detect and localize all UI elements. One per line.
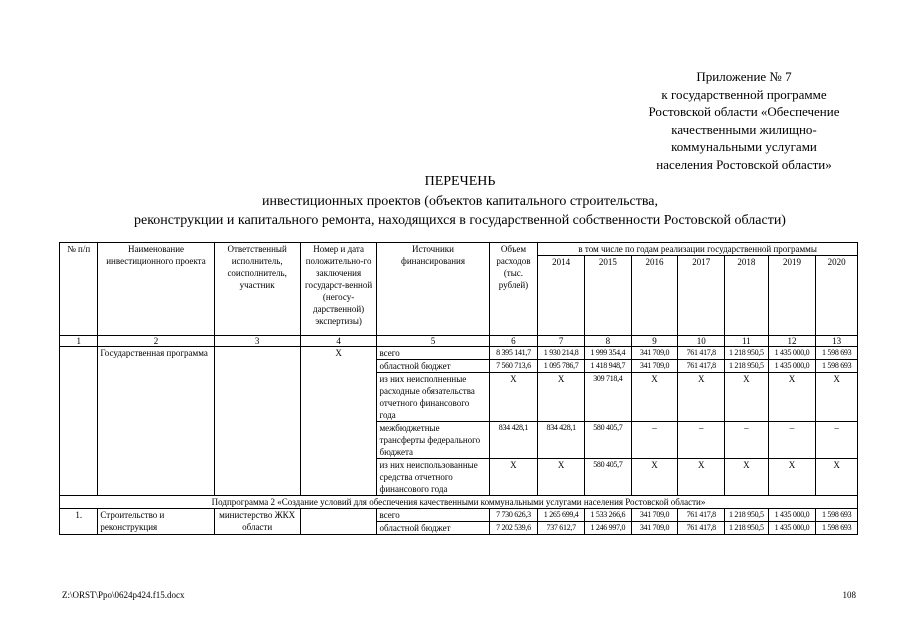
appendix-line: к государственной программе <box>661 86 827 102</box>
column-index: 2 <box>98 336 214 347</box>
source-cell: из них неиспользованные средства отчетного финансового года <box>377 459 489 496</box>
value-cell: 341 709,0 <box>631 360 678 373</box>
value-cell: 1 533 266,6 <box>585 509 632 522</box>
value-cell: 580 405,7 <box>585 459 632 496</box>
value-cell: 7 560 713,6 <box>489 360 538 373</box>
value-cell: 1 435 000,0 <box>768 522 816 535</box>
value-cell: 1 435 000,0 <box>768 347 816 360</box>
value-cell: 309 718,4 <box>585 373 632 422</box>
header-by-years: в том числе по годам реализации государственной программы <box>538 243 858 256</box>
header-num: № п/п <box>60 243 98 336</box>
value-cell: – <box>631 422 678 459</box>
file-path: Z:\ORST\Ppo\0624p424.f15.docx <box>62 590 185 600</box>
source-cell: всего <box>377 347 489 360</box>
column-index: 12 <box>768 336 816 347</box>
source-cell: межбюджетные трансферты федерального бюджета <box>377 422 489 459</box>
column-index: 9 <box>631 336 678 347</box>
value-cell: – <box>678 422 725 459</box>
source-cell: всего <box>377 509 489 522</box>
value-cell: Х <box>768 459 816 496</box>
header-year: 2020 <box>816 256 858 336</box>
investment-projects-table <box>59 242 858 535</box>
value-cell: Х <box>816 373 858 422</box>
value-cell: 1 598 693 <box>816 347 858 360</box>
source-cell: областной бюджет <box>377 360 489 373</box>
appendix-block <box>600 68 888 174</box>
title-heading: ПЕРЕЧЕНЬ <box>424 174 496 189</box>
item-num: 1. <box>60 509 98 535</box>
value-cell: 1 999 354,4 <box>585 347 632 360</box>
item-row <box>60 509 858 522</box>
subprogram-row <box>60 496 858 509</box>
header-year: 2015 <box>585 256 632 336</box>
column-index: 6 <box>489 336 538 347</box>
column-index: 5 <box>377 336 489 347</box>
value-cell: 1 418 948,7 <box>585 360 632 373</box>
header-row <box>60 243 858 256</box>
document-title <box>60 172 860 231</box>
column-index: 3 <box>214 336 300 347</box>
value-cell: Х <box>489 459 538 496</box>
source-cell: областной бюджет <box>377 522 489 535</box>
source-cell: из них неисполненные расходные обязательства отчетного финансового года <box>377 373 489 422</box>
value-cell: 1 435 000,0 <box>768 360 816 373</box>
header-year: 2019 <box>768 256 816 336</box>
value-cell: 1 435 000,0 <box>768 509 816 522</box>
column-index: 11 <box>725 336 769 347</box>
item-responsible: министерство ЖКХ области <box>214 509 300 535</box>
program-num-cell <box>60 347 98 496</box>
title-line: реконструкции и капитального ремонта, находящихся в государственной собственности Ростовской области) <box>134 213 786 228</box>
value-cell: 761 417,8 <box>678 347 725 360</box>
value-cell: 7 730 626,3 <box>489 509 538 522</box>
value-cell: Х <box>538 459 585 496</box>
value-cell: 1 218 950,5 <box>725 360 769 373</box>
program-row <box>60 347 858 360</box>
header-volume: Объем расходов (тыс. рублей) <box>489 243 538 336</box>
item-expertise-cell <box>300 509 377 535</box>
value-cell: 761 417,8 <box>678 360 725 373</box>
value-cell: 1 095 786,7 <box>538 360 585 373</box>
value-cell: 8 395 141,7 <box>489 347 538 360</box>
item-name: Строительство и реконструкция <box>98 509 214 535</box>
value-cell: 834 428,1 <box>538 422 585 459</box>
value-cell: 761 417,8 <box>678 522 725 535</box>
value-cell: 737 612,7 <box>538 522 585 535</box>
value-cell: 341 709,0 <box>631 347 678 360</box>
subprogram-title: Подпрограмма 2 «Создание условий для обеспечения качественными коммунальными услугами населения Ростовской области» <box>60 496 858 509</box>
column-index: 13 <box>816 336 858 347</box>
appendix-line: населения Ростовской области» <box>656 156 832 172</box>
column-index: 1 <box>60 336 98 347</box>
value-cell: 1 265 699,4 <box>538 509 585 522</box>
value-cell: 761 417,8 <box>678 509 725 522</box>
header-year: 2016 <box>631 256 678 336</box>
value-cell: Х <box>489 373 538 422</box>
value-cell: – <box>725 422 769 459</box>
appendix-line: коммунальными услугами <box>671 139 817 155</box>
header-name: Наименование инвестиционного проекта <box>98 243 214 336</box>
value-cell: 1 598 693 <box>816 509 858 522</box>
value-cell: 1 218 950,5 <box>725 509 769 522</box>
value-cell: – <box>816 422 858 459</box>
header-year: 2018 <box>725 256 769 336</box>
column-index: 8 <box>585 336 632 347</box>
appendix-line: Приложение № 7 <box>696 69 792 84</box>
value-cell: 1 218 950,5 <box>725 522 769 535</box>
value-cell: 1 598 693 <box>816 360 858 373</box>
value-cell: Х <box>538 373 585 422</box>
header-year: 2017 <box>678 256 725 336</box>
value-cell: – <box>768 422 816 459</box>
value-cell: 1 598 693 <box>816 522 858 535</box>
program-responsible-cell <box>214 347 300 496</box>
header-responsible: Ответственный исполнитель, соисполнитель, участник <box>214 243 300 336</box>
header-sources: Источники финансирования <box>377 243 489 336</box>
value-cell: 1 246 997,0 <box>585 522 632 535</box>
value-cell: 341 709,0 <box>631 522 678 535</box>
value-cell: Х <box>725 373 769 422</box>
page-number: 108 <box>842 590 856 600</box>
header-expertise: Номер и дата положительно-го заключения государст-венной (негосу-дарственной) экспертизы) <box>300 243 377 336</box>
column-index: 7 <box>538 336 585 347</box>
header-year: 2014 <box>538 256 585 336</box>
value-cell: 1 218 950,5 <box>725 347 769 360</box>
column-index-row <box>60 336 858 347</box>
program-expertise: Х <box>300 347 377 496</box>
value-cell: Х <box>631 373 678 422</box>
value-cell: Х <box>768 373 816 422</box>
value-cell: 580 405,7 <box>585 422 632 459</box>
value-cell: Х <box>678 373 725 422</box>
program-name: Государственная программа <box>98 347 214 496</box>
column-index: 10 <box>678 336 725 347</box>
value-cell: Х <box>678 459 725 496</box>
value-cell: 834 428,1 <box>489 422 538 459</box>
appendix-line: качественными жилищно- <box>671 121 817 137</box>
column-index: 4 <box>300 336 377 347</box>
value-cell: Х <box>631 459 678 496</box>
value-cell: 1 930 214,8 <box>538 347 585 360</box>
value-cell: 341 709,0 <box>631 509 678 522</box>
title-line: инвестиционных проектов (объектов капитального строительства, <box>261 193 659 209</box>
value-cell: Х <box>725 459 769 496</box>
value-cell: Х <box>816 459 858 496</box>
appendix-line: Ростовской области «Обеспечение <box>648 104 840 120</box>
value-cell: 7 202 539,6 <box>489 522 538 535</box>
